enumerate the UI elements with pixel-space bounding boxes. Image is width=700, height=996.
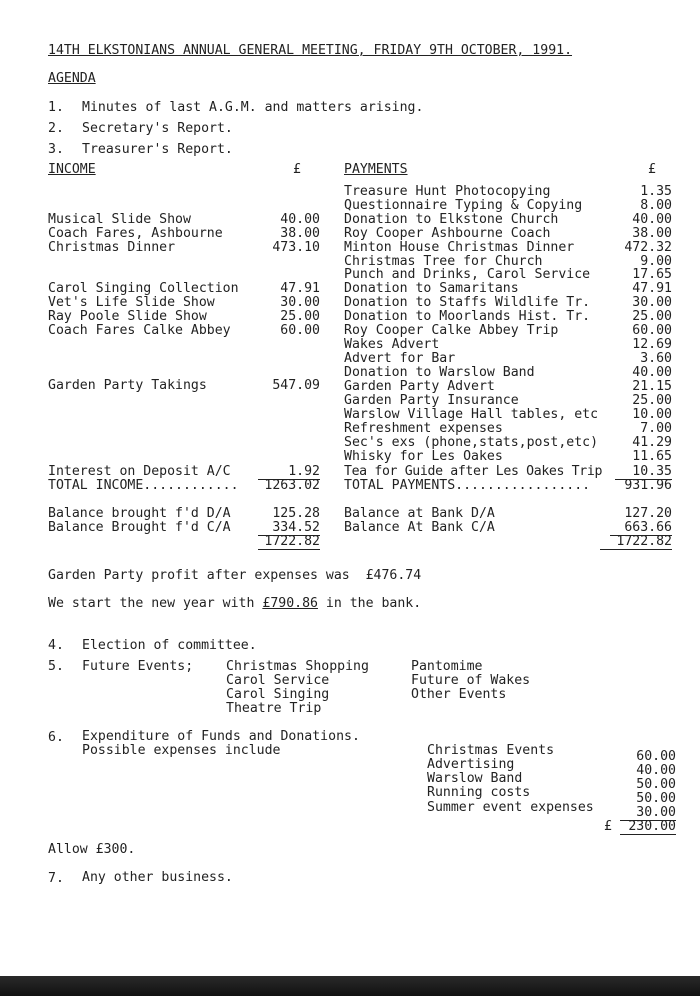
payments-currency: £ [648,162,656,177]
expense-label: Summer event expenses [427,800,594,815]
income-row-label: Coach Fares Calke Abbey [48,323,231,338]
allow-note: Allow £300. [48,842,136,857]
expense-label: Running costs [427,785,531,800]
page-title: 14TH ELKSTONIANS ANNUAL GENERAL MEETING, FRIDAY 9TH OCTOBER, 1991. [48,43,573,58]
income-row-label: Ray Poole Slide Show [48,309,207,324]
item-3-text: Treasurer's Report. [82,142,233,157]
expense-amount: 60.00 [636,749,676,764]
payment-row-amount: 12.69 [632,337,672,352]
new-year-text: We start the new year with [48,596,263,611]
payment-row-label: Tea for Guide after Les Oakes Trip [344,464,603,479]
income-total-label: TOTAL INCOME............ [48,478,239,493]
new-year-text-end: in the bank. [317,596,422,611]
item-6-number: 6. [48,730,64,745]
income-row-label: Coach Fares, Ashbourne [48,226,223,241]
income-row-amount: 547.09 [272,378,320,393]
payments-balance-amount: 127.20 [624,506,672,521]
payment-row-amount: 1.35 [640,184,672,199]
payment-row-label: Advert for Bar [344,351,456,366]
payment-row-label: Donation to Samaritans [344,281,519,296]
income-row-label: Garden Party Takings [48,378,207,393]
payments-heading: PAYMENTS [344,162,408,177]
income-row-amount: 25.00 [280,309,320,324]
payment-row-label: Refreshment expenses [344,421,503,436]
income-row-label: Interest on Deposit A/C [48,464,231,479]
payment-row-amount: 17.65 [632,267,672,282]
income-heading: INCOME [48,162,96,177]
event-item: Pantomime [411,659,483,674]
payment-row-label: Roy Cooper Ashbourne Coach [344,226,551,241]
item-1-text: Minutes of last A.G.M. and matters arising. [82,100,424,115]
item-5-number: 5. [48,659,64,674]
income-row-amount: 30.00 [280,295,320,310]
payment-row-amount: 3.60 [640,351,672,366]
income-grand-total: 1722.82 [258,535,320,550]
income-balance-label: Balance brought f'd D/A [48,506,231,521]
new-year-amount: £790.86 [262,596,318,611]
payment-row-amount: 25.00 [632,393,672,408]
payment-row-label: Whisky for Les Oakes [344,449,503,464]
income-row-label: Vet's Life Slide Show [48,295,215,310]
payments-balance-label: Balance At Bank C/A [344,520,495,535]
item-4-text: Election of committee. [82,638,257,653]
payment-row-amount: 30.00 [632,295,672,310]
payments-total-amount: 931.96 [624,478,672,493]
item-7-text: Any other business. [82,870,233,885]
event-item: Carol Singing [226,687,330,702]
scan-edge-strip [0,976,700,996]
event-item: Future of Wakes [411,673,531,688]
item-4-number: 4. [48,638,64,653]
payment-row-amount: 40.00 [632,212,672,227]
income-row-amount: 1.92 [258,465,320,480]
payment-row-label: Roy Cooper Calke Abbey Trip [344,323,559,338]
expense-label: Warslow Band [427,771,523,786]
new-year-balance [48,597,421,611]
payment-row-label: Sec's exs (phone,stats,post,etc) [344,435,599,450]
expense-amount: 30.00 [620,806,676,821]
income-row-label: Carol Singing Collection [48,281,239,296]
income-row-amount: 40.00 [280,212,320,227]
event-item: Other Events [411,687,507,702]
payments-total-label: TOTAL PAYMENTS................. [344,478,591,493]
expense-label: Christmas Events [427,743,555,758]
garden-party-profit: Garden Party profit after expenses was £476.74 [48,568,422,583]
payment-row-amount: 472.32 [624,240,672,255]
event-item: Theatre Trip [226,701,322,716]
payment-row-amount: 47.91 [632,281,672,296]
income-row-label: Christmas Dinner [48,240,176,255]
payment-row-label: Minton House Christmas Dinner [344,240,575,255]
payment-row-label: Punch and Drinks, Carol Service [344,267,591,282]
income-row-label: Musical Slide Show [48,212,191,227]
payment-row-amount: 7.00 [640,421,672,436]
expense-total: 230.00 [620,820,676,835]
income-row-amount: 60.00 [280,323,320,338]
item-2-text: Secretary's Report. [82,121,233,136]
payment-row-amount: 38.00 [632,226,672,241]
payments-balance-label: Balance at Bank D/A [344,506,495,521]
income-currency: £ [293,162,301,177]
item-6-text-2: Possible expenses include [82,743,281,758]
item-5-text: Future Events; [82,659,194,674]
payment-row-label: Warslow Village Hall tables, etc [344,407,599,422]
payment-row-amount: 8.00 [640,198,672,213]
payment-row-label: Donation to Moorlands Hist. Tr. [344,309,591,324]
payment-row-amount: 21.15 [632,379,672,394]
payment-row-amount: 10.00 [632,407,672,422]
event-item: Christmas Shopping [226,659,369,674]
payments-balance-amount: 663.66 [610,521,672,536]
payment-row-label: Garden Party Insurance [344,393,519,408]
income-balance-amount: 125.28 [272,506,320,521]
payment-row-amount: 10.35 [615,465,672,480]
event-item: Carol Service [226,673,330,688]
expense-amount: 50.00 [636,791,676,806]
payment-row-label: Christmas Tree for Church [344,254,543,269]
payment-row-label: Donation to Elkstone Church [344,212,559,227]
payment-row-amount: 11.65 [632,449,672,464]
payment-row-amount: 25.00 [632,309,672,324]
payment-row-label: Garden Party Advert [344,379,495,394]
expense-total-currency: £ [604,819,612,834]
item-3-number: 3. [48,142,64,157]
payment-row-label: Treasure Hunt Photocopying [344,184,551,199]
expense-amount: 50.00 [636,777,676,792]
item-1-number: 1. [48,100,64,115]
expense-amount: 40.00 [636,763,676,778]
item-7-number: 7. [48,871,64,886]
income-row-amount: 47.91 [280,281,320,296]
payment-row-amount: 9.00 [640,254,672,269]
income-balance-amount: 334.52 [258,521,320,536]
item-2-number: 2. [48,121,64,136]
payment-row-amount: 40.00 [632,365,672,380]
payment-row-amount: 60.00 [632,323,672,338]
payments-grand-total: 1722.82 [600,535,672,550]
payment-row-label: Questionnaire Typing & Copying [344,198,583,213]
payment-row-label: Donation to Staffs Wildlife Tr. [344,295,591,310]
income-total-amount: 1263.02 [264,478,320,493]
payment-row-amount: 41.29 [632,435,672,450]
expense-label: Advertising [427,757,515,772]
payment-row-label: Wakes Advert [344,337,440,352]
income-row-amount: 473.10 [272,240,320,255]
agenda-heading: AGENDA [48,71,96,86]
income-row-amount: 38.00 [280,226,320,241]
item-6-text: Expenditure of Funds and Donations. [82,729,360,744]
income-balance-label: Balance Brought f'd C/A [48,520,231,535]
payment-row-label: Donation to Warslow Band [344,365,535,380]
